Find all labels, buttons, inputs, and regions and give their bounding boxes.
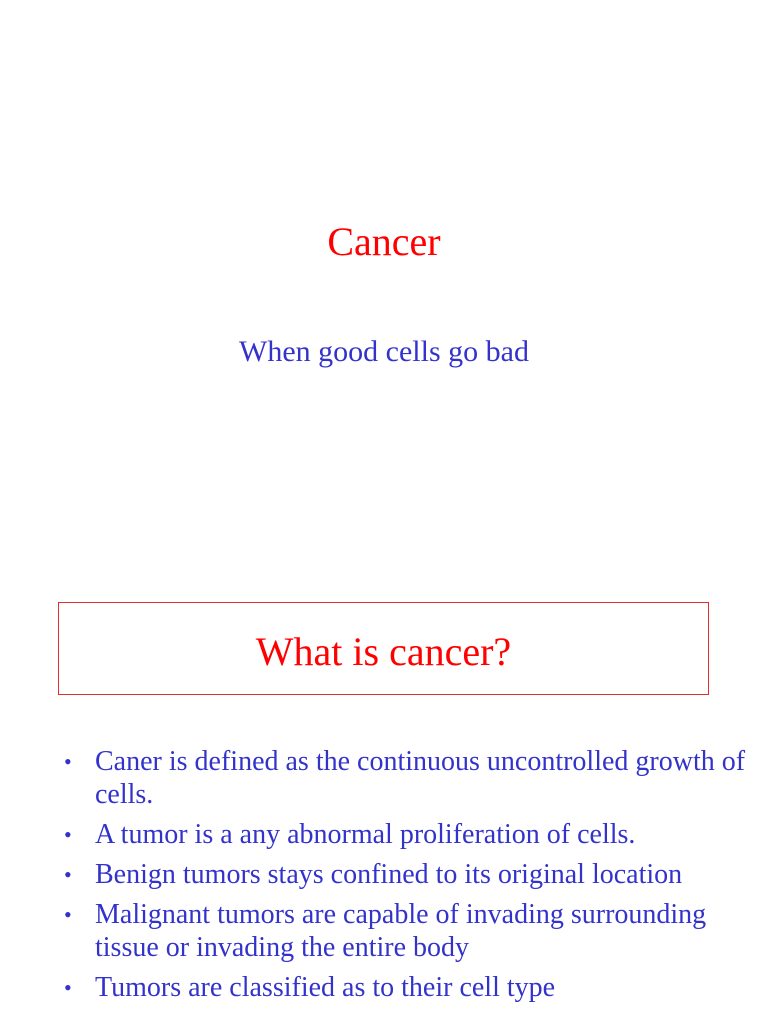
bullet-item <box>64 971 754 1004</box>
bullet-point-icon: • <box>64 902 72 927</box>
bullet-text: Caner is defined as the continuous uncontrolled growth of cells. <box>95 746 746 810</box>
bullet-text: Benign tumors stays confined to its original location <box>95 859 683 890</box>
bullet-point-icon: • <box>64 749 72 774</box>
bullet-item <box>64 818 754 851</box>
bullet-item <box>64 898 754 964</box>
bullet-text: A tumor is a any abnormal proliferation of cells. <box>95 819 636 850</box>
bullet-text: Malignant tumors are capable of invading surrounding tissue or invading the entire body <box>95 899 707 963</box>
slide-title: Cancer <box>327 219 441 264</box>
bullet-item <box>64 858 754 891</box>
bullet-text: Tumors are classified as to their cell type <box>95 972 556 1003</box>
bullet-point-icon: • <box>64 822 72 847</box>
slide-heading: What is cancer? <box>255 629 512 674</box>
bullet-point-icon: • <box>64 975 72 1000</box>
bullet-list <box>64 745 754 1011</box>
bullet-point-icon: • <box>64 862 72 887</box>
slide-subtitle: When good cells go bad <box>239 335 529 368</box>
bullet-item <box>64 745 754 811</box>
